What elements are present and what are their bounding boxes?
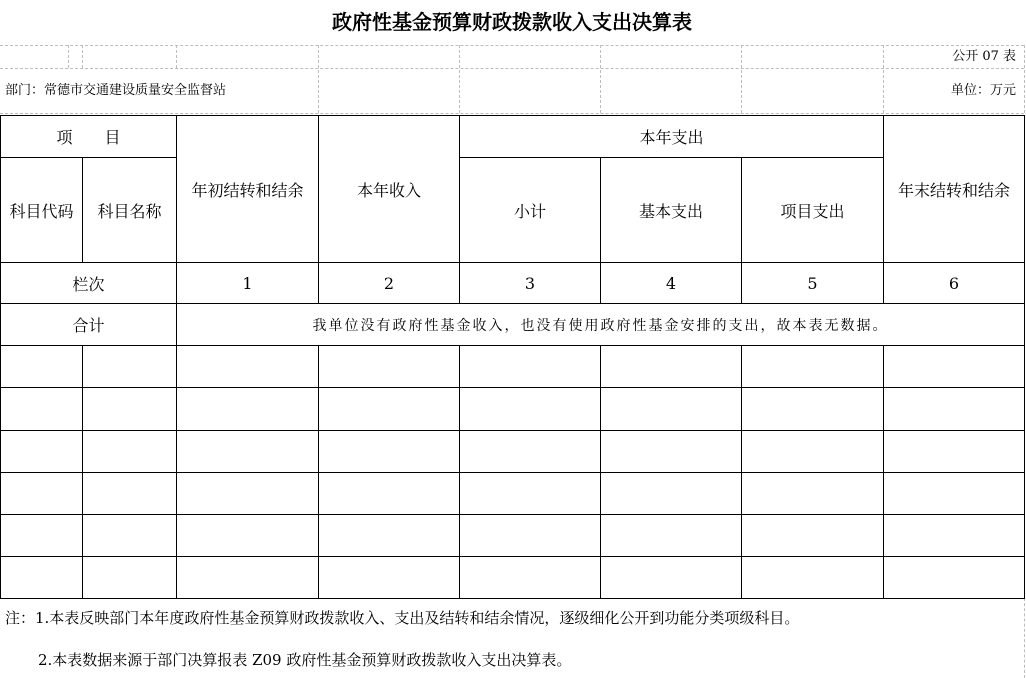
empty-cell bbox=[460, 346, 601, 388]
form-code: 公开 07 表 bbox=[952, 49, 1016, 64]
empty-cell bbox=[319, 431, 460, 473]
header-subtotal: 小计 bbox=[460, 158, 601, 263]
table-row bbox=[1, 473, 1025, 515]
column-index-label: 栏次 bbox=[1, 263, 177, 304]
note-1: 注：1.本表反映部门本年度政府性基金预算财政拨款收入、支出及结转和结余情况，逐级细化公开到功能分类项级科目。 bbox=[5, 609, 800, 627]
empty-cell bbox=[177, 515, 319, 557]
empty-cell bbox=[83, 473, 177, 515]
report-title: 政府性基金预算财政拨款收入支出决算表 bbox=[332, 10, 692, 34]
column-index: 5 bbox=[742, 263, 884, 304]
header-name: 科目名称 bbox=[83, 158, 177, 263]
gridline bbox=[318, 45, 319, 113]
total-label: 合计 bbox=[1, 304, 177, 346]
header-current-expenditure: 本年支出 bbox=[460, 116, 884, 158]
note-2: 2.本表数据来源于部门决算报表 Z09 政府性基金预算财政拨款收入支出决算表。 bbox=[38, 651, 572, 669]
header-row-2 bbox=[1, 158, 1025, 263]
empty-cell bbox=[177, 557, 319, 599]
empty-cell bbox=[601, 431, 742, 473]
empty-cell bbox=[1, 431, 83, 473]
empty-cell bbox=[1, 346, 83, 388]
header-current-income: 本年收入 bbox=[319, 116, 460, 263]
empty-cell bbox=[83, 515, 177, 557]
column-index: 2 bbox=[319, 263, 460, 304]
empty-cell bbox=[1, 515, 83, 557]
table-row bbox=[1, 346, 1025, 388]
gridline bbox=[0, 113, 1024, 114]
empty-cell bbox=[601, 473, 742, 515]
empty-cell bbox=[319, 346, 460, 388]
empty-cell bbox=[884, 346, 1025, 388]
department-label: 部门：常德市交通建设质量安全监督站 bbox=[5, 83, 227, 98]
header-row-1 bbox=[1, 116, 1025, 158]
header-opening-balance: 年初结转和结余 bbox=[177, 116, 319, 263]
empty-cell bbox=[742, 473, 884, 515]
gridline bbox=[176, 45, 177, 68]
empty-cell bbox=[884, 431, 1025, 473]
empty-cell bbox=[601, 515, 742, 557]
empty-cell bbox=[83, 388, 177, 431]
empty-cell bbox=[1, 473, 83, 515]
header-closing-balance: 年末结转和结余 bbox=[884, 116, 1025, 263]
table-row bbox=[1, 557, 1025, 599]
gridline bbox=[68, 45, 69, 68]
empty-cell bbox=[1, 388, 83, 431]
empty-cell bbox=[83, 346, 177, 388]
empty-cell bbox=[319, 557, 460, 599]
gridline bbox=[600, 45, 601, 113]
empty-cell bbox=[319, 473, 460, 515]
empty-cell bbox=[319, 388, 460, 431]
table-row bbox=[1, 388, 1025, 431]
gridline bbox=[1024, 45, 1025, 113]
empty-cell bbox=[460, 473, 601, 515]
empty-cell bbox=[1, 557, 83, 599]
header-code: 科目代码 bbox=[1, 158, 83, 263]
total-row bbox=[1, 304, 1025, 346]
empty-cell bbox=[460, 515, 601, 557]
empty-cell bbox=[742, 557, 884, 599]
empty-cell bbox=[742, 515, 884, 557]
budget-table bbox=[0, 115, 1025, 599]
gridline bbox=[741, 45, 742, 113]
gridline bbox=[0, 45, 1024, 46]
gridline bbox=[883, 45, 884, 113]
empty-cell bbox=[742, 431, 884, 473]
no-data-message: 我单位没有政府性基金收入，也没有使用政府性基金安排的支出，故本表无数据。 bbox=[177, 304, 1025, 346]
empty-cell bbox=[177, 473, 319, 515]
gridline bbox=[459, 45, 460, 113]
empty-cell bbox=[884, 557, 1025, 599]
empty-cell bbox=[177, 346, 319, 388]
empty-cell bbox=[742, 346, 884, 388]
table-row bbox=[1, 515, 1025, 557]
header-project-expenditure: 项目支出 bbox=[742, 158, 884, 263]
empty-cell bbox=[884, 388, 1025, 431]
column-index: 3 bbox=[460, 263, 601, 304]
gridline bbox=[82, 45, 83, 68]
unit-label: 单位：万元 bbox=[950, 83, 1016, 98]
empty-cell bbox=[460, 431, 601, 473]
column-index: 1 bbox=[177, 263, 319, 304]
column-index-row bbox=[1, 263, 1025, 304]
table-row bbox=[1, 431, 1025, 473]
header-basic-expenditure: 基本支出 bbox=[601, 158, 742, 263]
empty-cell bbox=[177, 388, 319, 431]
empty-cell bbox=[319, 515, 460, 557]
empty-cell bbox=[460, 557, 601, 599]
empty-cell bbox=[83, 431, 177, 473]
empty-cell bbox=[884, 515, 1025, 557]
gridline bbox=[1024, 598, 1025, 678]
empty-cell bbox=[601, 557, 742, 599]
column-index: 4 bbox=[601, 263, 742, 304]
column-index: 6 bbox=[884, 263, 1025, 304]
empty-cell bbox=[177, 431, 319, 473]
empty-cell bbox=[601, 346, 742, 388]
empty-cell bbox=[884, 473, 1025, 515]
header-item: 项 目 bbox=[1, 116, 177, 158]
empty-cell bbox=[460, 388, 601, 431]
empty-cell bbox=[601, 388, 742, 431]
empty-cell bbox=[742, 388, 884, 431]
empty-cell bbox=[83, 557, 177, 599]
